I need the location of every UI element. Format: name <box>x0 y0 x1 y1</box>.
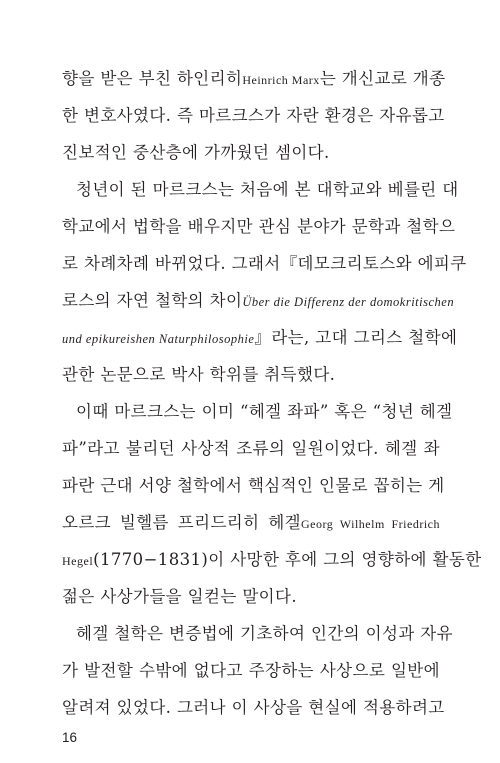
text-line <box>62 328 458 349</box>
foreign-name: Heinrich Marx <box>242 73 320 87</box>
text-line: 파란 근대 서양 철학에서 핵심적인 인물로 꼽히는 게 <box>62 476 445 495</box>
paragraph-first-line: 헤겔 철학은 변증법에 기초하여 인간의 이성과 자유 <box>76 624 453 643</box>
text-line: 알려져 있었다. 그러나 이 사상을 현실에 적용하려고 <box>62 698 445 717</box>
text-line: 가 발전할 수밖에 없다고 주장하는 사상으로 일반에 <box>62 661 440 680</box>
paragraph-first-line: 청년이 된 마르크스는 처음에 본 대학교와 베를린 대 <box>76 180 459 199</box>
paragraph-first-line: 이때 마르크스는 이미 “헤겔 좌파” 혹은 “청년 헤겔 <box>76 402 453 421</box>
foreign-title: und epikureishen Naturphilosophie <box>62 332 255 346</box>
text-line: 한 변호사였다. 즉 마르크스가 자란 환경은 자유롭고 <box>62 106 445 125</box>
page-number: 16 <box>62 730 78 745</box>
text-segment: 향을 받은 부친 하인리히 <box>62 69 243 88</box>
text-line: 젊은 사상가들을 일컫는 말이다. <box>62 587 297 606</box>
text-segment: (1770−1831)이 사망한 후에 그의 영향하에 활동한 <box>93 550 482 569</box>
text-line: 관한 논문으로 박사 학위를 취득했다. <box>62 365 336 384</box>
text-segment: 』라는, 고대 그리스 철학에 <box>254 328 458 347</box>
text-line: 파”라고 불리던 사상적 조류의 일원이었다. 헤겔 좌 <box>62 439 440 458</box>
foreign-title: Über die Differenz der domokritischen <box>242 295 455 309</box>
text-line: 진보적인 중산층에 가까웠던 셈이다. <box>62 143 330 162</box>
text-line <box>62 550 482 571</box>
text-segment: 로스의 자연 철학의 차이 <box>62 291 243 310</box>
foreign-name: Hegel <box>62 554 94 568</box>
text-line <box>62 69 446 90</box>
text-segment: 오르크 빌헬름 프리드리히 헤겔 <box>62 513 301 532</box>
foreign-name: Georg Wilhelm Friedrich <box>301 517 440 531</box>
text-line <box>62 513 440 534</box>
text-line <box>62 291 455 312</box>
text-line: 로 차례차례 바뀌었다. 그래서『데모크리토스와 에피쿠 <box>62 254 467 273</box>
text-line: 학교에서 법학을 배우지만 관심 분야가 문학과 철학으 <box>62 217 456 236</box>
text-segment: 는 개신교로 개종 <box>319 69 446 88</box>
